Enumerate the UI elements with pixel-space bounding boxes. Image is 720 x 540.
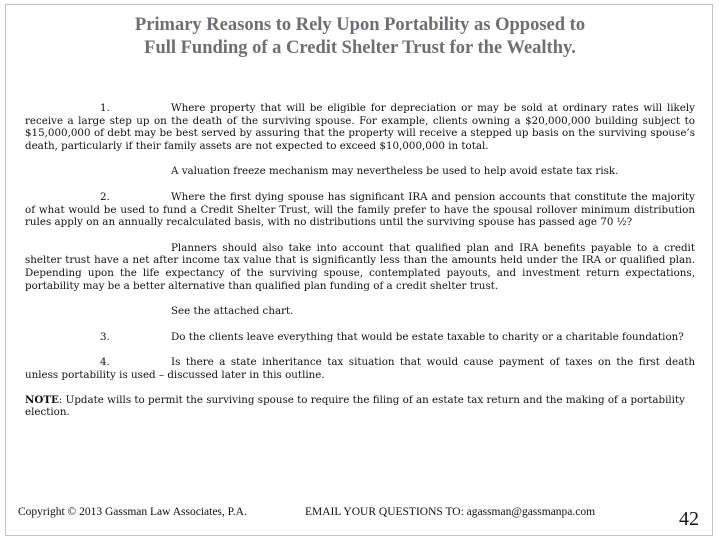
item-1-number: 1. bbox=[100, 102, 110, 114]
title-line-1: Primary Reasons to Rely Upon Portability as Opposed to bbox=[134, 15, 586, 35]
item-1-followup: A valuation freeze mechanism may nevertheless be used to help avoid estate tax risk. bbox=[171, 165, 619, 178]
slide-body bbox=[25, 102, 695, 419]
item-3-number: 3. bbox=[100, 330, 110, 343]
item-2-followup-2: See the attached chart. bbox=[171, 305, 294, 318]
item-1 bbox=[25, 102, 695, 152]
footer-copyright: Copyright © 2013 Gassman Law Associates, P.A. bbox=[18, 506, 247, 518]
item-4 bbox=[25, 356, 695, 381]
note bbox=[25, 394, 695, 419]
slide-title bbox=[30, 14, 690, 60]
item-3 bbox=[25, 331, 695, 344]
item-2-text: Where the first dying spouse has significant IRA and pension accounts that constitute the majority of what would be used to fund a Credit Shelter Trust, will the family prefer to have the spousal rollover minimum distribution rules apply on an annually recalculated basis, with no distributions until the surviving spouse has passed age 70 ½? bbox=[25, 190, 695, 229]
note-label: NOTE bbox=[25, 393, 59, 406]
item-2-followup-1: Planners should also take into account that qualified plan and IRA benefits payable to a credit shelter trust have a net after income tax value that is significantly less than the amounts held under the IRA or qualified plan. Depending upon the life expectancy of the surviving spouse, contemplated payouts, and investment return expectations, portability may be a better alternative than qualified plan funding of a credit shelter trust. bbox=[25, 241, 695, 292]
item-2 bbox=[25, 191, 695, 229]
item-4-number: 4. bbox=[100, 356, 110, 369]
page-number: 42 bbox=[679, 508, 699, 530]
note-text: : Update wills to permit the surviving spouse to require the filing of an estate tax return and the making of a portability election. bbox=[25, 393, 685, 419]
item-3-text: Do the clients leave everything that would be estate taxable to charity or a charitable foundation? bbox=[171, 330, 684, 343]
item-1-text: Where property that will be eligible for depreciation or may be sold at ordinary rates will likely receive a large step up on the death of the surviving spouse. For example, clients owning a $20,000,000 building subject to $15,000,000 of debt may be best served by assuring that the property will receive a stepped up basis on the surviving spouse’s death, particularly if their family assets are not expected to exceed $10,000,000 in total. bbox=[25, 102, 695, 152]
item-2-number: 2. bbox=[100, 190, 110, 203]
item-4-text: Is there a state inheritance tax situation that would cause payment of taxes on the first death unless portability is used – discussed later in this outline. bbox=[25, 356, 695, 381]
title-line-2: Full Funding of a Credit Shelter Trust for the Wealthy. bbox=[144, 38, 576, 58]
footer-email: EMAIL YOUR QUESTIONS TO: agassman@gassmanpa.com bbox=[305, 506, 596, 518]
